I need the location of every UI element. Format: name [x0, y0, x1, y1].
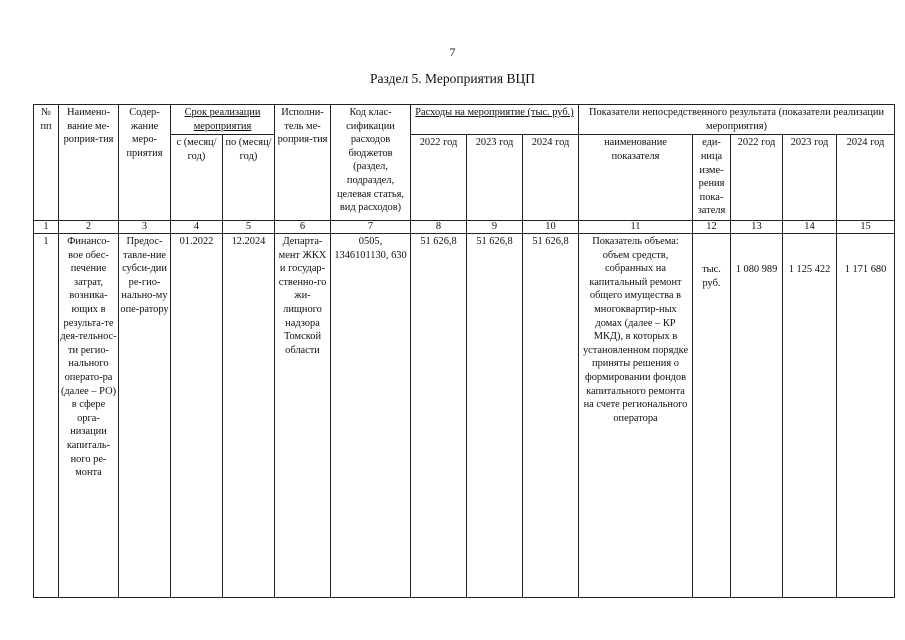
- row-budget-code: 0505, 1346101130, 630: [331, 234, 411, 598]
- row-period-from: 01.2022: [171, 234, 223, 598]
- header-num: № пп: [34, 105, 59, 221]
- column-number: 15: [837, 220, 895, 233]
- row-res-2022: 1 080 989: [731, 234, 783, 598]
- row-indicator-name: Показатель объема: объем средств, собранных на капитальный ремонт общего имущества в многоквартир-ных домах (далее – КР МКД), в которых в установленном порядке приняты решения о формировании фондов капитального ремонта на счете регионального оператора: [579, 234, 693, 598]
- header-indicator-name: наименование показателя: [579, 135, 693, 220]
- column-number: 14: [783, 220, 837, 233]
- row-exp-2022: 51 626,8: [411, 234, 467, 598]
- column-number: 3: [119, 220, 171, 233]
- header-period-from: с (месяц/ год): [171, 135, 223, 220]
- header-exp-2024: 2024 год: [523, 135, 579, 220]
- column-number: 2: [59, 220, 119, 233]
- header-content: Содер-жание меро-приятия: [119, 105, 171, 221]
- row-res-2023: 1 125 422: [783, 234, 837, 598]
- row-res-2024: 1 171 680: [837, 234, 895, 598]
- header-exp-2023: 2023 год: [467, 135, 523, 220]
- column-number: 12: [693, 220, 731, 233]
- header-res-2022: 2022 год: [731, 135, 783, 220]
- row-period-to: 12.2024: [223, 234, 275, 598]
- header-name: Наимено-вание ме-роприя-тия: [59, 105, 119, 221]
- column-number: 9: [467, 220, 523, 233]
- header-executor: Исполни-тель ме-роприя-тия: [275, 105, 331, 221]
- row-indicator-unit: тыс. руб.: [693, 234, 731, 598]
- row-executor: Департа-мент ЖКХ и государ-ственно-го жи-лищного надзора Томской области: [275, 234, 331, 598]
- row-num: 1: [34, 234, 59, 598]
- header-expenses: Расходы на мероприятие (тыс. руб.): [411, 105, 579, 135]
- column-number: 4: [171, 220, 223, 233]
- column-number: 13: [731, 220, 783, 233]
- header-period-to: по (месяц/ год): [223, 135, 275, 220]
- measures-table: [33, 104, 895, 598]
- header-code: Код клас-сификации расходов бюджетов (раздел, подраздел, целевая статья, вид расходов): [331, 105, 411, 221]
- column-number: 11: [579, 220, 693, 233]
- section-title: Раздел 5. Мероприятия ВЦП: [370, 71, 535, 86]
- header-res-2023: 2023 год: [783, 135, 837, 220]
- column-number-row: [34, 220, 895, 233]
- column-number: 8: [411, 220, 467, 233]
- column-number: 7: [331, 220, 411, 233]
- column-number: 10: [523, 220, 579, 233]
- header-period: Срок реализации мероприятия: [171, 105, 275, 135]
- table-row: [34, 234, 895, 598]
- header-res-2024: 2024 год: [837, 135, 895, 220]
- column-number: 1: [34, 220, 59, 233]
- header-indicator-unit: еди-ница изме-рения пока-зателя: [693, 135, 731, 220]
- row-measure-content: Предос-тавле-ние субси-дии ре-гио-нально-му опе-ратору: [119, 234, 171, 598]
- row-exp-2024: 51 626,8: [523, 234, 579, 598]
- header-row-1: [34, 105, 895, 135]
- row-measure-name: Финансо-вое обес-печение затрат, возника-ющих в результа-те дея-тельнос-ти регио-нального операто-ра (далее – РО) в сфере орга-низации капиталь-ного ре-монта: [59, 234, 119, 598]
- column-number: 5: [223, 220, 275, 233]
- column-number: 6: [275, 220, 331, 233]
- header-exp-2022: 2022 год: [411, 135, 467, 220]
- row-exp-2023: 51 626,8: [467, 234, 523, 598]
- header-results: Показатели непосредственного результата (показатели реализации мероприятия): [579, 105, 895, 135]
- page-number: 7: [449, 45, 456, 59]
